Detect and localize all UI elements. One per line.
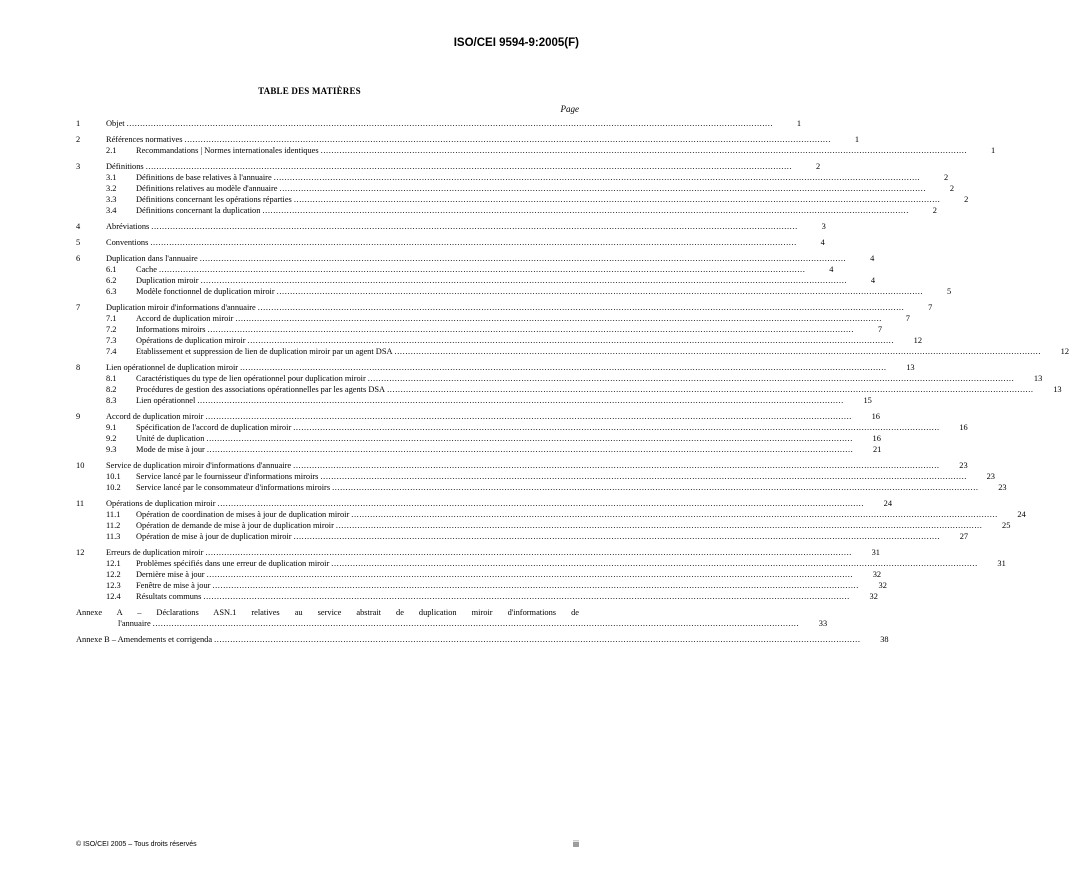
dot-leader	[200, 253, 847, 264]
toc-entry-number: 7.2	[106, 325, 117, 334]
dot-leader	[368, 373, 1015, 384]
toc-entry[interactable]	[76, 373, 1043, 384]
toc-entry-page: 4	[870, 276, 876, 285]
toc-entry[interactable]	[76, 569, 882, 580]
toc-entry-page: 4	[870, 254, 875, 263]
dot-leader	[332, 482, 979, 493]
toc-entry-title: Accord de duplication miroir	[136, 314, 234, 323]
toc-entry-page: 1	[796, 119, 802, 128]
toc-entry-page: 4	[820, 238, 825, 247]
toc-entry[interactable]	[76, 520, 1011, 531]
toc-entry-number: 7.3	[106, 336, 117, 345]
toc-entry-title: Informations miroirs	[136, 325, 206, 334]
footer-copyright: © ISO/CEI 2005 – Tous droits réservés	[76, 841, 197, 848]
toc-entry[interactable]	[76, 161, 821, 172]
toc-entry-page: 2	[964, 195, 969, 204]
toc-entry-title: Service lancé par le fournisseur d'informations miroirs	[136, 472, 319, 481]
toc-entry-title: Dernière mise à jour	[136, 570, 205, 579]
footer-page-number: iii	[573, 839, 579, 849]
toc-entry[interactable]	[76, 531, 969, 542]
toc-entry-title: Spécification de l'accord de duplication miroir	[136, 423, 292, 432]
dot-leader	[197, 395, 844, 406]
toc-entry-title: Recommandations | Normes internationales identiques	[136, 146, 319, 155]
toc-entry-number: 9.1	[106, 423, 117, 432]
dot-leader	[127, 118, 774, 129]
toc-entry-title: Cache	[136, 265, 157, 274]
toc-entry-number: 5	[76, 238, 81, 247]
toc-entry[interactable]	[76, 558, 1006, 569]
toc-entry[interactable]	[76, 145, 996, 156]
toc-entry-title: Opération de demande de mise à jour de duplication miroir	[136, 521, 334, 530]
toc-entry-page: 16	[871, 412, 880, 421]
toc-entry-number: 10.2	[106, 483, 121, 492]
toc-entry-page: 1	[990, 146, 996, 155]
toc-entry-title: Définitions concernant les opérations réparties	[136, 195, 292, 204]
toc-entry-title: Opération de coordination de mises à jour de duplication miroir	[136, 510, 350, 519]
toc-entry-title: Duplication miroir d'informations d'annuaire	[106, 303, 256, 312]
toc-entry-number: 11.2	[106, 521, 121, 530]
dot-leader	[205, 547, 852, 558]
dot-leader	[151, 221, 798, 232]
toc-entry-title: Opérations de duplication miroir	[136, 336, 246, 345]
toc-entry-number: 2	[76, 135, 81, 144]
toc-entry-page: 4	[829, 265, 834, 274]
dot-leader	[153, 618, 800, 629]
toc-entry-number: 11.1	[106, 510, 121, 519]
toc-entry[interactable]	[76, 422, 968, 433]
toc-entry[interactable]	[76, 547, 880, 558]
dot-leader	[336, 520, 983, 531]
toc-entry[interactable]	[76, 433, 881, 444]
toc-entry-page: 16	[872, 434, 881, 443]
toc-entry[interactable]	[76, 324, 883, 335]
toc-entry-page: 7	[928, 303, 933, 312]
toc-entry-page: 13	[1053, 385, 1062, 394]
toc-entry-number: 6.3	[106, 287, 117, 296]
dot-leader	[293, 422, 940, 433]
toc-entry-page: 27	[959, 532, 969, 541]
toc-entry-number: 3.1	[106, 173, 117, 182]
toc-entry-number: 6.2	[106, 276, 117, 285]
toc-entry-page: 31	[871, 548, 880, 557]
annex-a-title-line2: l'annuaire	[118, 619, 151, 628]
toc-entry[interactable]	[76, 275, 876, 286]
toc-entry-number: 12	[76, 548, 85, 557]
toc-entry-page: 1	[854, 135, 860, 144]
toc-entry-title: Définitions concernant la duplication	[136, 206, 261, 215]
toc-entry-title: Accord de duplication miroir	[106, 412, 204, 421]
toc-entry-page: 3	[821, 222, 826, 231]
toc-entry[interactable]	[76, 509, 1026, 520]
page-column-label: Page	[560, 104, 579, 114]
toc-entry-number: 9.3	[106, 445, 117, 454]
toc-entry-page: 13	[1033, 374, 1043, 383]
dot-leader	[294, 194, 941, 205]
toc-entry-number: 6.1	[106, 265, 117, 274]
toc-entry[interactable]	[76, 591, 878, 602]
toc-entry[interactable]	[76, 498, 893, 509]
toc-entry-annex-a[interactable]	[76, 607, 828, 629]
toc-entry[interactable]	[76, 395, 872, 406]
toc-entry-title: Caractéristiques du type de lien opérationnel pour duplication miroir	[136, 374, 366, 383]
toc-entry-title: Opérations de duplication miroir	[106, 499, 216, 508]
toc-entry-number: 8.1	[106, 374, 117, 383]
toc-entry-page: 2	[932, 206, 937, 215]
dot-leader	[146, 161, 793, 172]
document-id-header: ISO/CEI 9594-9:2005(F)	[453, 37, 579, 49]
toc-entry-number: 7.4	[106, 347, 117, 356]
toc-entry-number: 1	[76, 119, 81, 128]
toc-entry-page: 32	[872, 570, 882, 579]
toc-entry[interactable]	[76, 384, 1062, 395]
toc-entry-title: Mode de mise à jour	[136, 445, 205, 454]
dot-leader	[331, 558, 978, 569]
dot-leader	[185, 134, 832, 145]
dot-leader	[274, 172, 921, 183]
toc-entry-title: Conventions	[106, 238, 149, 247]
toc-entry-number: 11	[76, 499, 85, 508]
dot-leader	[214, 634, 861, 645]
toc-entry-page: 16	[959, 423, 968, 432]
toc-entry-number: 3.4	[106, 206, 117, 215]
dot-leader	[248, 335, 895, 346]
toc-entry[interactable]	[76, 471, 995, 482]
toc-entry[interactable]	[76, 253, 875, 264]
toc-entry-number: 9.2	[106, 434, 117, 443]
toc-entry[interactable]	[76, 134, 860, 145]
toc-entry-title: Unité de duplication	[136, 434, 205, 443]
toc-entry-title: Erreurs de duplication miroir	[106, 548, 204, 557]
toc-entry-page: 32	[878, 581, 887, 590]
toc-entry-title: Problèmes spécifiés dans une erreur de duplication miroir	[136, 559, 330, 568]
toc-entry[interactable]	[76, 286, 952, 297]
dot-leader	[280, 183, 927, 194]
toc-entry-number: 11.3	[106, 532, 121, 541]
toc-entry-number: 10.1	[106, 472, 121, 481]
dot-leader	[235, 313, 882, 324]
toc-entry-title: Résultats communs	[136, 592, 202, 601]
dot-leader	[207, 444, 854, 455]
dot-leader	[321, 145, 968, 156]
toc-entry[interactable]	[76, 482, 1007, 493]
toc-entry-number: 12.1	[106, 559, 121, 568]
toc-entry-title: Définitions	[106, 162, 144, 171]
toc-entry-title: Définitions relatives au modèle d'annuaire	[136, 184, 278, 193]
toc-entry[interactable]	[76, 264, 834, 275]
annex-a-title-line1: Annexe A – Déclarations ASN.1 relatives au service abstrait de duplication miroir d'informations de	[76, 608, 579, 617]
annex-a-page: 33	[818, 619, 828, 628]
dot-leader	[294, 531, 941, 542]
dot-leader	[320, 471, 967, 482]
toc-entry-number: 6	[76, 254, 81, 263]
toc-entry-number: 8.2	[106, 385, 117, 394]
toc-entry-page: 15	[863, 396, 872, 405]
toc-entry-title: Service de duplication miroir d'informations d'annuaire	[106, 461, 292, 470]
toc-entry-page: 5	[946, 287, 952, 296]
toc-entries	[76, 118, 1069, 602]
toc-entry-title: Etablissement et suppression de lien de duplication miroir par un agent DSA	[136, 347, 393, 356]
annex-b-title: Annexe B – Amendements et corrigenda	[76, 635, 213, 644]
toc-entry-page: 23	[959, 461, 968, 470]
dot-leader	[387, 384, 1034, 395]
dot-leader	[207, 569, 854, 580]
toc-entry[interactable]	[76, 221, 826, 232]
toc-entry-page: 32	[869, 592, 878, 601]
toc-entry-page: 7	[877, 325, 883, 334]
toc-entry-number: 10	[76, 461, 85, 470]
toc-entry[interactable]	[76, 411, 880, 422]
toc-entry-number: 8.3	[106, 396, 117, 405]
toc-entry[interactable]	[76, 237, 825, 248]
dot-leader	[351, 509, 998, 520]
dot-leader	[240, 362, 887, 373]
toc-entry-page: 23	[986, 472, 995, 481]
toc-entry-number: 12.2	[106, 570, 121, 579]
dot-leader	[262, 205, 909, 216]
toc-entry-number: 7	[76, 303, 81, 312]
page-title: TABLE DES MATIÈRES	[258, 86, 361, 96]
toc-entry-annex-b[interactable]	[76, 634, 889, 645]
dot-leader	[159, 264, 806, 275]
dot-leader	[206, 433, 853, 444]
toc-entry-page: 2	[944, 173, 949, 182]
toc-entry[interactable]	[76, 183, 955, 194]
annex-b-page: 38	[880, 635, 889, 644]
toc-entry-number: 3.3	[106, 195, 117, 204]
toc-entry-page: 24	[883, 499, 893, 508]
toc-entry-title: Fenêtre de mise à jour	[136, 581, 211, 590]
toc-entry[interactable]	[76, 460, 968, 471]
toc-entry-number: 4	[76, 222, 81, 231]
toc-entry[interactable]	[76, 205, 937, 216]
toc-entry-title: Références normatives	[106, 135, 183, 144]
dot-leader	[212, 580, 859, 591]
toc-entry-title: Lien opérationnel	[136, 396, 196, 405]
toc-entry-number: 3	[76, 162, 81, 171]
dot-leader	[258, 302, 905, 313]
toc-entry-number: 3.2	[106, 184, 117, 193]
toc-entry-page: 25	[1002, 521, 1011, 530]
toc-entry-number: 9	[76, 412, 81, 421]
toc-entry[interactable]	[76, 444, 882, 455]
toc-entry[interactable]	[76, 313, 910, 324]
toc-entry-page: 24	[1017, 510, 1026, 519]
table-of-contents	[76, 118, 1069, 645]
toc-entry[interactable]	[76, 118, 802, 129]
dot-leader	[218, 498, 865, 509]
toc-entry-title: Lien opérationnel de duplication miroir	[106, 363, 239, 372]
toc-entry-page: 21	[872, 445, 882, 454]
toc-entry-number: 7.1	[106, 314, 117, 323]
toc-entry-page: 7	[905, 314, 910, 323]
dot-leader	[293, 460, 940, 471]
dot-leader	[203, 591, 850, 602]
toc-entry-title: Abréviations	[106, 222, 150, 231]
toc-entry-page: 2	[816, 162, 821, 171]
toc-entry[interactable]	[76, 172, 949, 183]
toc-entry[interactable]	[76, 346, 1069, 357]
toc-entry-page: 2	[949, 184, 955, 193]
toc-entry[interactable]	[76, 194, 969, 205]
toc-entry-page: 13	[906, 363, 915, 372]
toc-entry-title: Opération de mise à jour de duplication miroir	[136, 532, 292, 541]
toc-entry[interactable]	[76, 302, 933, 313]
toc-entry-number: 12.4	[106, 592, 121, 601]
toc-entry[interactable]	[76, 335, 923, 346]
toc-entry-number: 2.1	[106, 146, 117, 155]
toc-entry-page: 12	[913, 336, 923, 345]
dot-leader	[395, 346, 1042, 357]
toc-entry-title: Objet	[106, 119, 125, 128]
toc-entry-page: 12	[1060, 347, 1069, 356]
toc-entry-number: 8	[76, 363, 81, 372]
toc-entry-title: Service lancé par le consommateur d'informations miroirs	[136, 483, 331, 492]
toc-entry[interactable]	[76, 580, 887, 591]
toc-entry-page: 31	[997, 559, 1006, 568]
toc-entry-title: Duplication miroir	[136, 276, 199, 285]
dot-leader	[205, 411, 852, 422]
dot-leader	[208, 324, 855, 335]
dot-leader	[277, 286, 924, 297]
toc-entry-number: 12.3	[106, 581, 121, 590]
toc-entry-page: 23	[998, 483, 1007, 492]
dot-leader	[150, 237, 797, 248]
toc-entry-title: Duplication dans l'annuaire	[106, 254, 198, 263]
dot-leader	[201, 275, 848, 286]
toc-entry[interactable]	[76, 362, 915, 373]
toc-entry-title: Procédures de gestion des associations opérationnelles par les agents DSA	[136, 385, 386, 394]
toc-entry-title: Modèle fonctionnel de duplication miroir	[136, 287, 275, 296]
toc-entry-title: Définitions de base relatives à l'annuaire	[136, 173, 272, 182]
